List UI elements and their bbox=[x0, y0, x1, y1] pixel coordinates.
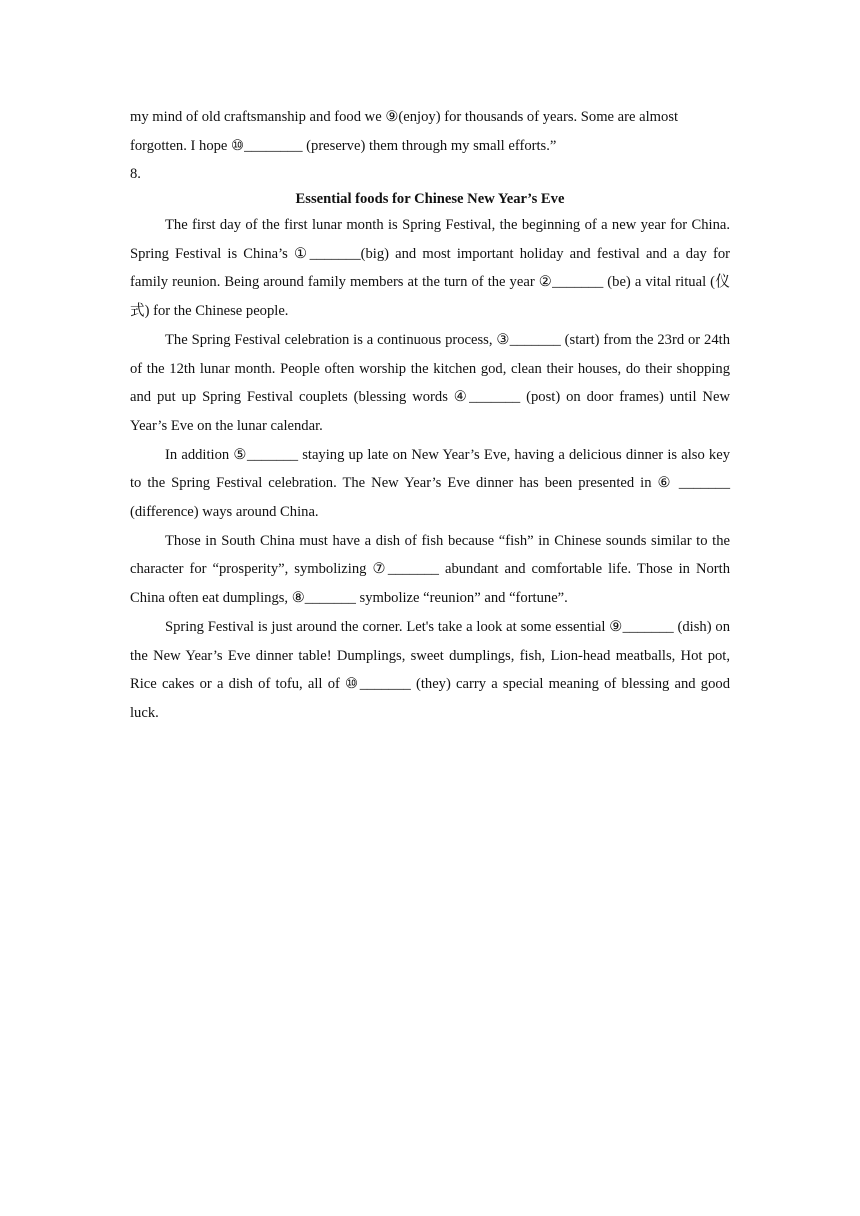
text-line: forgotten. I hope ⑩________ (preserve) them through my small efforts.” bbox=[130, 138, 557, 154]
paragraph: The first day of the first lunar month is Spring Festival, the beginning of a new year for China. Spring Festival is China’s ①_______(big) and most important holiday and festival and a day for family reunion. Being around family members at the turn of the year ②_______ (be) a vital ritual (仪式) for the Chinese people. bbox=[130, 217, 730, 320]
paragraph: In addition ⑤_______ staying up late on New Year’s Eve, having a delicious dinner is also key to the Spring Festival celebration. The New Year’s Eve dinner has been presented in ⑥ _______ (difference) ways around China. bbox=[130, 446, 730, 521]
paragraph: Those in South China must have a dish of fish because “fish” in Chinese sounds similar to the character for “prosperity”, symbolizing ⑦_______ abundant and comfortable life. Those in North China often eat dumplings, ⑧_______ symbolize “reunion” and “fortune”. bbox=[130, 532, 730, 607]
paragraph: Spring Festival is just around the corner. Let's take a look at some essential ⑨_______ (dish) on the New Year’s Eve dinner table! Dumplings, sweet dumplings, fish, Lion-head meatballs, Hot pot, Rice cakes or a dish of tofu, all of ⑩_______ (they) carry a special meaning of blessing and good luck. bbox=[130, 618, 730, 721]
question-number: 8. bbox=[130, 166, 141, 182]
passage-body bbox=[130, 211, 730, 728]
text-line: my mind of old craftsmanship and food we ⑨(enjoy) for thousands of years. Some are almost bbox=[130, 109, 679, 125]
paragraph: The Spring Festival celebration is a continuous process, ③_______ (start) from the 23rd or 24th of the 12th lunar month. People often worship the kitchen god, clean their houses, do their shopping and put up Spring Festival couplets (blessing words ④_______ (post) on door frames) until New Year’s Eve on the lunar calendar. bbox=[130, 331, 730, 434]
previous-passage-ending bbox=[130, 103, 730, 161]
passage-title: Essential foods for Chinese New Year’s Eve bbox=[295, 191, 565, 207]
